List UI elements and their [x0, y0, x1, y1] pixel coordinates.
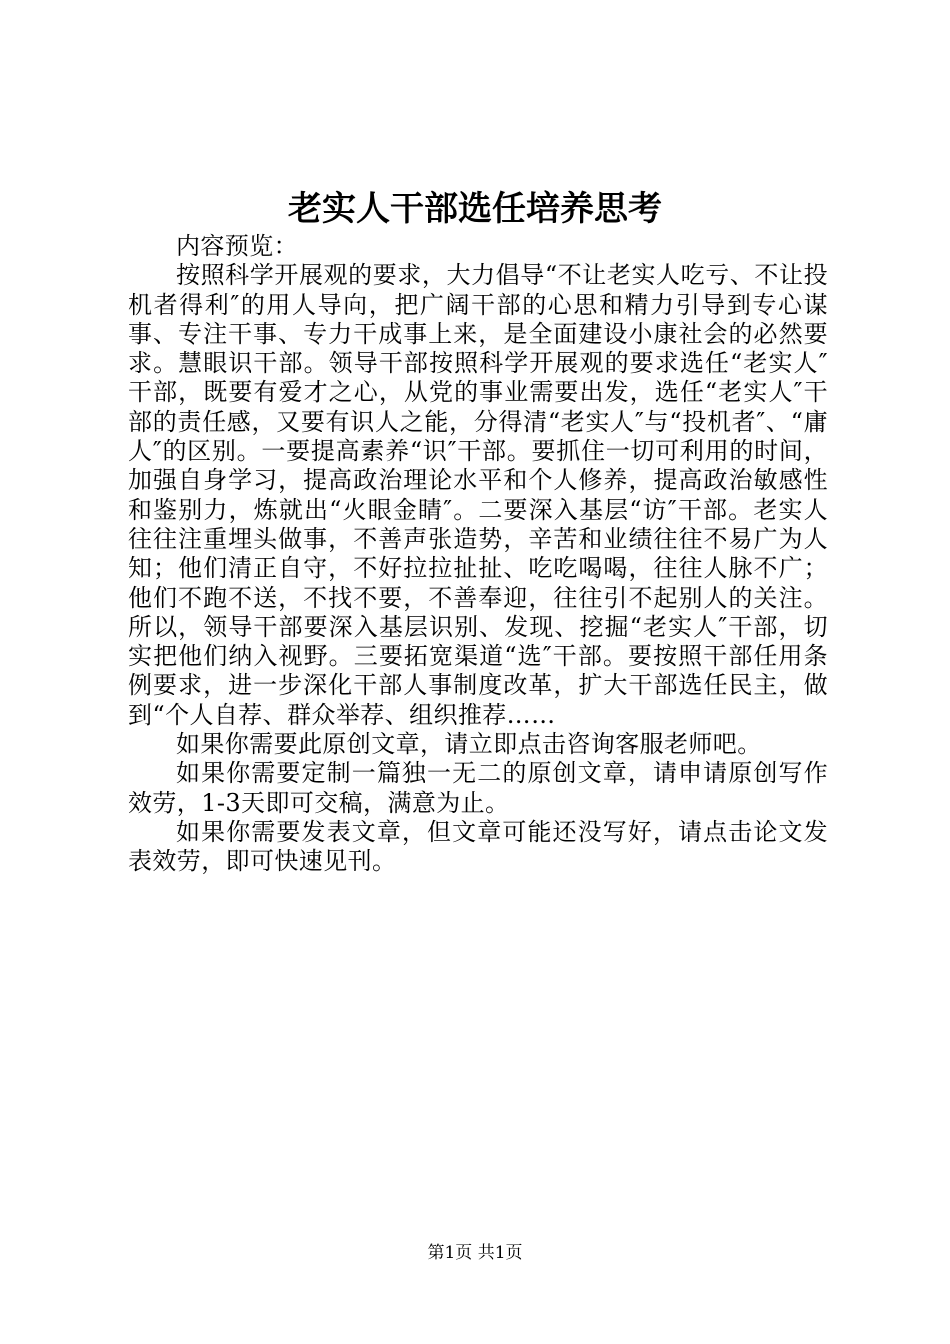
consult-service-paragraph: 如果你需要此原创文章，请立即点击咨询客服老师吧。: [176, 730, 762, 759]
document-body: [128, 232, 828, 877]
preview-label: 内容预览：: [176, 232, 298, 260]
custom-writing-paragraph: 如果你需要定制一篇独一无二的原创文章，请申请原创写作效劳，1-3天即可交稿，满意为止。: [128, 759, 828, 817]
document-title: 老实人干部选任培养思考: [288, 189, 662, 229]
preview-paragraph: 按照科学开展观的要求，大力倡导“不让老实人吃亏、不让投机者得利″的用人导向，把广阔干部的心思和精力引导到专心谋事、专注干事、专力干成事上来，是全面建设小康社会的必然要求。慧眼识干部。领导干部按照科学开展观的要求选任“老实人″干部，既要有爱才之心，从党的事业需要出发，选任“老实人″干部的责任感，又要有识人之能，分得清“老实人″与“投机者″、“庸人″的区别。一要提高素养“识″干部。要抓住一切可利用的时间，加强自身学习，提高政治理论水平和个人修养，提高政治敏感性和鉴别力，炼就出“火眼金睛″。二要深入基层“访″干部。老实人往往注重埋头做事，不善声张造势，辛苦和业绩往往不易广为人知；他们清正自守，不好拉拉扯扯、吃吃喝喝，往往人脉不广；他们不跑不送，不找不要，不善奉迎，往往引不起别人的关注。所以，领导干部要深入基层识别、发现、挖掘“老实人″干部，切实把他们纳入视野。三要拓宽渠道“选″干部。要按照干部任用条例要求，进一步深化干部人事制度改革，扩大干部选任民主，做到“个人自荐、群众举荐、组织推荐……: [128, 261, 828, 729]
page-number-footer: 第1页 共1页: [427, 1243, 523, 1263]
publish-service-paragraph: 如果你需要发表文章，但文章可能还没写好，请点击论文发表效劳，即可快速见刊。: [128, 817, 828, 876]
